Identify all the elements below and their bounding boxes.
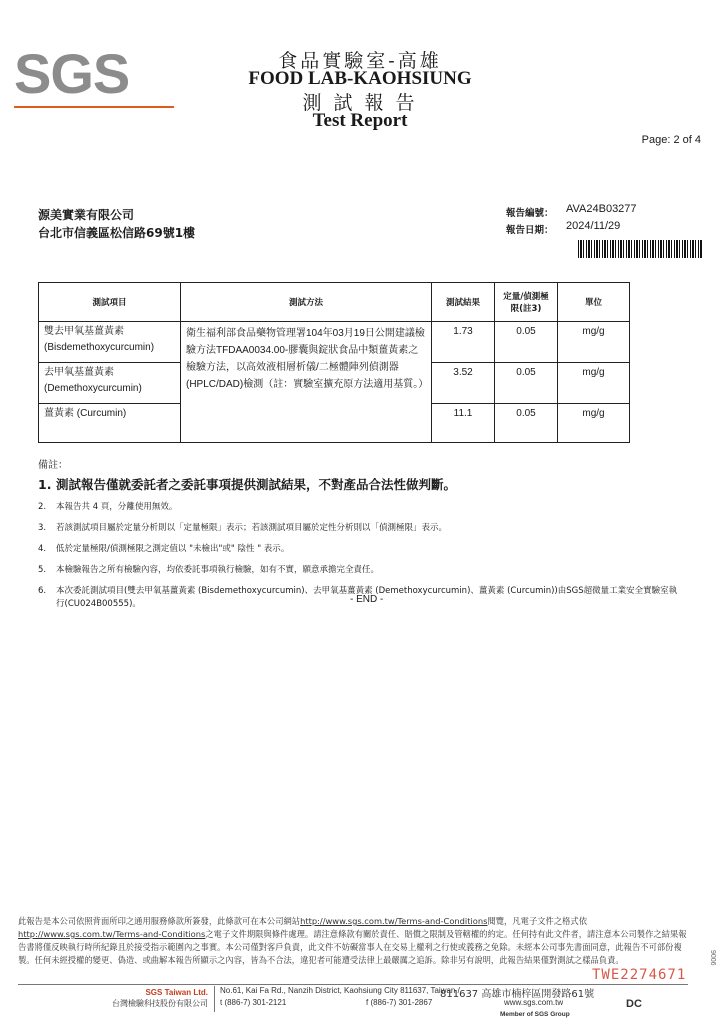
header-subtitle-en: Test Report xyxy=(312,110,408,131)
footer-tel: t (886-7) 301-2121 xyxy=(220,998,287,1007)
header-unit: 單位 xyxy=(558,283,630,322)
footer-fax: f (886-7) 301-2867 xyxy=(366,998,433,1007)
table-row xyxy=(39,322,630,363)
test-limit: 0.05 xyxy=(495,363,558,404)
test-limit: 0.05 xyxy=(495,322,558,363)
note-item xyxy=(38,522,678,535)
note-number: 4. xyxy=(38,544,47,554)
test-result: 11.1 xyxy=(432,404,495,443)
note-number: 6. xyxy=(38,586,47,596)
header-title-cn: 食品實驗室-高雄 xyxy=(278,50,442,72)
sgs-logo-text: SGS xyxy=(14,42,130,105)
test-unit: mg/g xyxy=(558,363,630,404)
terms-link[interactable]: http://www.sgs.com.tw/Terms-and-Conditions xyxy=(300,916,488,926)
test-limit: 0.05 xyxy=(495,404,558,443)
test-item-en: (Demethoxycurcumin) xyxy=(44,383,142,394)
footer-company-en: SGS Taiwan Ltd. xyxy=(145,988,208,997)
report-date-label: 報告日期： xyxy=(506,225,554,236)
footer-dc: DC xyxy=(626,998,642,1010)
legal-text: 閱覽，凡電子文件之格式依 xyxy=(487,916,588,926)
note-number: 3. xyxy=(38,523,47,533)
footer-member: Member of SGS Group xyxy=(500,1011,570,1018)
test-unit: mg/g xyxy=(558,322,630,363)
test-item-cn: 薑黃素 (Curcumin) xyxy=(44,408,127,419)
note-number: 1. xyxy=(38,477,52,492)
results-table xyxy=(38,282,630,443)
note-item xyxy=(38,543,678,556)
sgs-logo xyxy=(14,42,172,106)
serial-number: TWE2274671 xyxy=(592,967,687,983)
header-title-en: FOOD LAB-KAOHSIUNG xyxy=(248,68,472,89)
report-no-value: AVA24B03277 xyxy=(566,203,637,215)
test-item-cn: 去甲氧基薑黃素 xyxy=(44,367,114,378)
test-item xyxy=(39,322,181,363)
client-name: 源美實業有限公司 xyxy=(38,208,135,222)
footer-address-en: No.61, Kai Fa Rd., Nanzih District, Kaohsiung City 811637, Taiwan / xyxy=(220,986,460,995)
page-number: Page: 2 of 4 xyxy=(641,134,701,146)
test-item-en: (Bisdemethoxycurcumin) xyxy=(44,342,155,353)
note-text: 低於定量極限/偵測極限之測定值以 "未檢出"或" 陰性 " 表示。 xyxy=(56,544,290,554)
header-subtitle-cn: 測 試 報 告 xyxy=(302,92,418,114)
legal-text: 此報告是本公司依照背面所印之通用服務條款所簽發，此條款可在本公司網站 xyxy=(18,916,301,926)
test-result: 3.52 xyxy=(432,363,495,404)
terms-link[interactable]: http://www.sgs.com.tw/Terms-and-Conditions xyxy=(18,929,206,939)
header-limit: 定量/偵測極限(註3) xyxy=(495,283,558,322)
footer-company-cn: 台灣檢驗科技股份有限公司 xyxy=(112,999,208,1008)
test-item xyxy=(39,404,181,443)
note-item xyxy=(38,501,678,514)
legal-disclaimer xyxy=(18,915,694,967)
test-method: 衛生福利部食品藥物管理署104年03月19日公開建議檢驗方法TFDAA0034.00-膠囊與錠狀食品中類薑黃素之檢驗方法，以高效液相層析儀/二極體陣列偵測器(HPLC/DAD)檢測（註：實驗室擴充原方法適用基質。） xyxy=(181,322,432,443)
test-item-cn: 雙去甲氧基薑黃素 xyxy=(44,326,124,337)
note-text: 若該測試項目屬於定量分析則以「定量極限」表示；若該測試項目屬於定性分析則以「偵測極限」表示。 xyxy=(56,523,448,533)
note-number: 2. xyxy=(38,502,47,512)
legal-text: 之電子文件期限與條件處理。請注意條款有關於責任、賠償之限制及管轄權的約定。任何持有此文件者，請注意本公司製作之結果報告書將僅反映執行時所紀錄且於接受指示範圍內之事實。本公司僅對客戶負責，此文件不妨礙當事人在交易上權利之行使或義務之免除。未經本公司事先書面同意，此報告不可部份複製。任何未經授權的變更、偽造、或曲解本報告所顯示之內容，皆為不合法，違犯者可能遭受法律上最嚴厲之追訴。除非另有說明，此報告結果僅對測試之樣品負責。 xyxy=(18,929,687,965)
client-address: 台北市信義區松信路69號1樓 xyxy=(38,226,196,240)
barcode xyxy=(578,240,702,258)
header-test-method: 測試方法 xyxy=(181,283,432,322)
report-no-label: 報告編號： xyxy=(506,208,554,219)
note-text: 測試報告僅就委託者之委託事項提供測試結果，不對產品合法性做判斷。 xyxy=(56,477,457,492)
test-unit: mg/g xyxy=(558,404,630,443)
footer-separator xyxy=(214,986,215,1012)
notes-title: 備註： xyxy=(38,460,68,471)
note-text: 本次委託測試項目(雙去甲氧基薑黃素 (Bisdemethoxycurcumin)、去甲氧基薑黃素 (Demethoxycurcumin)、薑黃素 (Curcumin))由SGS超微量工業安全實驗室執行(CU024B00555)。 xyxy=(56,586,678,609)
header-result: 測試結果 xyxy=(432,283,495,322)
footer-address-cn: 811637 高雄市楠梓區開發路61號 xyxy=(440,989,595,1000)
note-text: 本檢驗報告之所有檢驗內容，均依委託事項執行檢驗，如有不實，願意承擔完全責任。 xyxy=(56,565,380,575)
side-code: 9006 xyxy=(709,950,716,966)
note-number: 5. xyxy=(38,565,47,575)
logo-underline xyxy=(14,106,174,108)
report-date-value: 2024/11/29 xyxy=(566,220,621,232)
table-header-row xyxy=(39,283,630,322)
end-marker: - END - xyxy=(350,594,384,605)
note-item xyxy=(38,564,678,577)
note-text: 本報告共 4 頁，分離使用無效。 xyxy=(56,502,178,512)
test-result: 1.73 xyxy=(432,322,495,363)
note-item xyxy=(38,477,678,493)
header-test-item: 測試項目 xyxy=(39,283,181,322)
footer-website[interactable]: www.sgs.com.tw xyxy=(504,998,564,1007)
test-item xyxy=(39,363,181,404)
